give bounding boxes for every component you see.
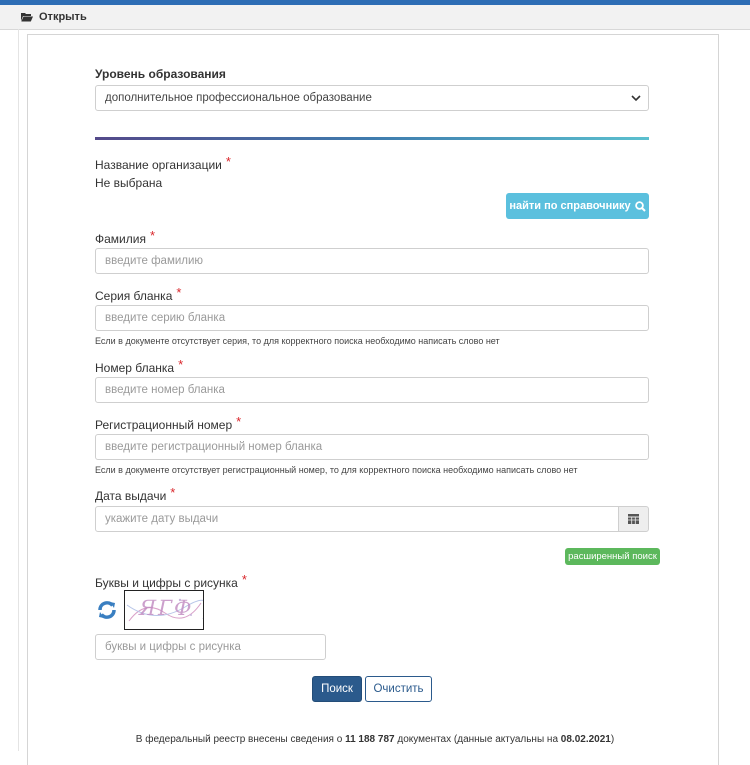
find-in-directory-button[interactable] [506, 193, 649, 219]
reg-number-label: Регистрационный номер * [95, 414, 242, 432]
chevron-down-icon [631, 95, 641, 102]
advanced-search-button[interactable]: расширенный поиск [565, 548, 660, 565]
surname-input[interactable] [95, 248, 649, 274]
captcha-image [124, 590, 204, 630]
organization-value: Не выбрана [95, 176, 163, 190]
required-marker: * [149, 228, 156, 243]
clear-button[interactable]: Очистить [365, 676, 432, 702]
required-marker: * [241, 572, 247, 587]
series-help-text: Если в документе отсутствует серия, то для корректного поиска необходимо написать слово нет [95, 336, 500, 346]
document-count: 11 188 787 [345, 734, 395, 745]
surname-label: Фамилия * [95, 228, 156, 246]
required-marker: * [178, 357, 184, 372]
find-in-directory-label: найти по справочнику [509, 200, 631, 212]
calendar-icon [628, 514, 639, 524]
number-label: Номер бланка * [95, 357, 184, 375]
issue-date-placeholder: укажите дату выдачи [105, 513, 219, 525]
open-button[interactable] [21, 5, 87, 29]
reg-number-help-text: Если в документе отсутствует регистрационный номер, то для корректного поиска необходимо написать слово нет [95, 465, 578, 475]
registry-info [0, 734, 750, 745]
reg-number-placeholder: введите регистрационный номер бланка [105, 441, 323, 453]
required-marker: * [170, 485, 176, 500]
education-level-label: Уровень образования [95, 67, 226, 81]
actuality-date: 08.02.2021 [560, 734, 611, 745]
registry-info-middle: документах (данные актуальны на [397, 734, 559, 745]
captcha-placeholder: буквы и цифры с рисунка [105, 641, 241, 653]
captcha-input[interactable] [95, 634, 326, 660]
left-border [18, 29, 19, 751]
issue-date-label: Дата выдачи * [95, 485, 176, 503]
number-input[interactable] [95, 377, 649, 403]
captcha-text: ЯГФ [136, 596, 196, 620]
number-placeholder: введите номер бланка [105, 384, 225, 396]
toolbar [0, 5, 750, 30]
section-divider [95, 137, 649, 140]
folder-open-icon [21, 12, 33, 22]
required-marker: * [225, 154, 231, 169]
education-level-select[interactable] [95, 85, 649, 111]
organization-label: Название организации * [95, 154, 231, 172]
registry-info-suffix: ) [610, 734, 615, 745]
captcha-label: Буквы и цифры с рисунка * [95, 572, 247, 590]
required-marker: * [236, 414, 242, 429]
registry-info-prefix: В федеральный реестр внесены сведения о [135, 734, 343, 745]
series-placeholder: введите серию бланка [105, 312, 226, 324]
required-marker: * [176, 285, 182, 300]
education-level-value: дополнительное профессиональное образование [105, 92, 372, 104]
series-input[interactable] [95, 305, 649, 331]
refresh-captcha-icon[interactable] [96, 599, 118, 621]
issue-date-input[interactable] [95, 506, 619, 532]
surname-placeholder: введите фамилию [105, 255, 204, 267]
open-label: Открыть [39, 11, 87, 23]
search-icon [635, 201, 646, 212]
calendar-button[interactable] [618, 506, 649, 532]
reg-number-input[interactable] [95, 434, 649, 460]
search-button[interactable]: Поиск [312, 676, 362, 702]
series-label: Серия бланка * [95, 285, 182, 303]
